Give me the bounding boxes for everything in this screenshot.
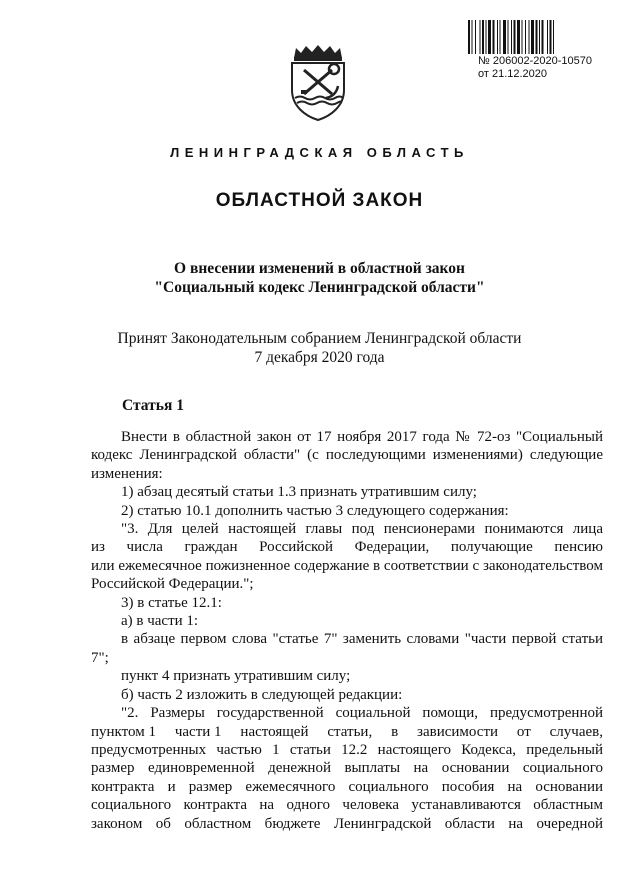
item-2: 2) статью 10.1 дополнить частью 3 следующего содержания: <box>121 502 509 519</box>
adoption-info <box>0 329 639 367</box>
document-type-title: ОБЛАСТНОЙ ЗАКОН <box>215 190 424 211</box>
quote-part-3-first-line: "3. Для целей настоящей главы под пенсионерами понимаются лица <box>121 521 603 538</box>
registration-number: № 206002-2020-10570 <box>478 55 592 67</box>
intro-paragraph: Внести в областной закон от 17 ноября 2017 года № 72-оз "Социальный кодекс Ленинградской области" (с последующими изменениями) следующие изменения: <box>91 429 603 482</box>
item-3: 3) в статье 12.1: <box>121 594 222 611</box>
adoption-line1: Принят Законодательным собранием Ленинградской области <box>117 330 522 347</box>
registration-date: от 21.12.2020 <box>478 68 548 80</box>
item-3a: а) в части 1: <box>121 613 199 630</box>
item-1: 1) абзац десятый статьи 1.3 признать утратившим силу; <box>121 484 477 501</box>
law-subject-line1: О внесении изменений в областной закон <box>174 260 465 277</box>
quote-part-3-spread-line: из числа граждан Российской Федерации, получающие пенсию <box>91 539 603 556</box>
quote-part-3-rest: или ежемесячное пожизненное содержание в соответствии с законодательством Российской Федерации."; <box>91 557 603 593</box>
law-subject <box>0 259 639 297</box>
barcode <box>468 20 608 54</box>
article-body <box>91 428 603 833</box>
quote-part-2-rest: предусмотренных частью 1 статьи 12.2 настоящего Кодекса, предельный размер единовременной денежной выплаты на основании социального контракта и размер ежемесячного социального пособия на основании социального контракта на одного человека устанавливаются областным законом об областном бюджете Ленинградской области на очередной <box>91 741 603 832</box>
region-name: ЛЕНИНГРАДСКАЯ ОБЛАСТЬ <box>170 145 469 160</box>
law-subject-line2: "Социальный кодекс Ленинградской области" <box>154 279 485 296</box>
registration-info <box>478 55 592 81</box>
coat-of-arms-emblem <box>286 44 350 122</box>
quote-part-2-spread-line: пунктом 1 части 1 настоящей статьи, в зависимости от случаев, <box>91 723 603 740</box>
item-3a-text: в абзаце первом слова "статье 7" заменить словами "части первой статьи 7"; <box>91 631 603 666</box>
item-3b: б) часть 2 изложить в следующей редакции: <box>121 686 403 703</box>
adoption-date: 7 декабря 2020 года <box>254 349 385 366</box>
quote-part-2-first-line: "2. Размеры государственной социальной помощи, предусмотренной <box>121 705 603 722</box>
item-3a-point-4: пункт 4 признать утратившим силу; <box>121 668 351 685</box>
article-heading: Статья 1 <box>122 397 184 414</box>
